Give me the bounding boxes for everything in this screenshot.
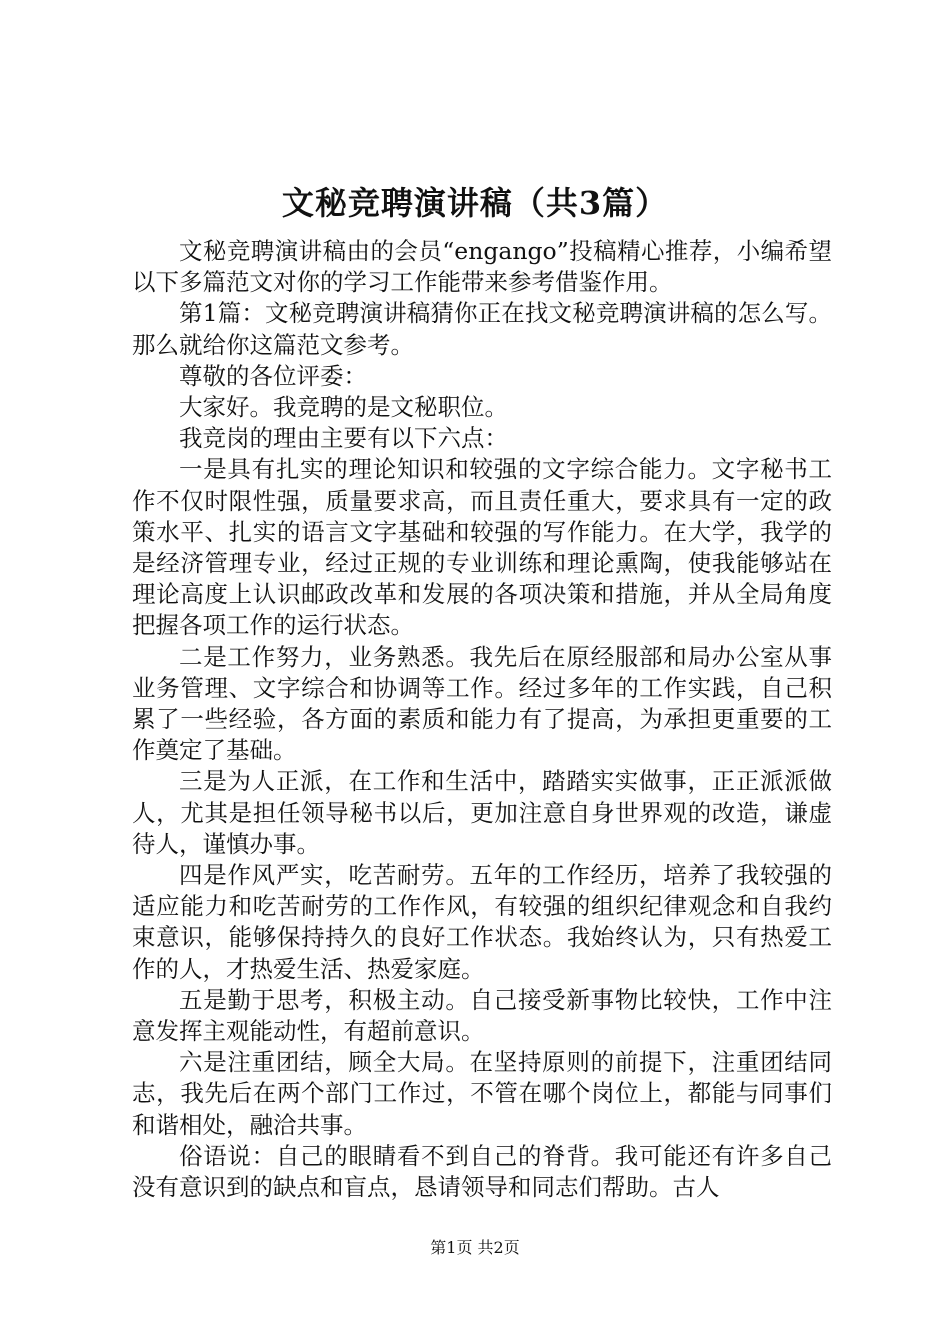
paragraph-reason-2: 二是工作努力，业务熟悉。我先后在原经服部和局办公室从事业务管理、文字综合和协调等工作。经过多年的工作实践，自己积累了一些经验，各方面的素质和能力有了提高，为承担更重要的工作奠定了基础。 [132, 642, 832, 765]
paragraph-proverb: 俗语说：自己的眼睛看不到自己的脊背。我可能还有许多自己没有意识到的缺点和盲点，恳请领导和同志们帮助。古人 [132, 1141, 832, 1202]
paragraph-chapter-1-intro: 第1篇：文秘竞聘演讲稿猜你正在找文秘竞聘演讲稿的怎么写。那么就给你这篇范文参考。 [132, 299, 832, 359]
paragraph-greeting: 大家好。我竞聘的是文秘职位。 [179, 393, 508, 422]
paragraph-reason-5: 五是勤于思考，积极主动。自己接受新事物比较快，工作中注意发挥主观能动性，有超前意识。 [132, 985, 832, 1046]
paragraph-salutation: 尊敬的各位评委： [179, 361, 367, 390]
paragraph-reason-6: 六是注重团结，顾全大局。在坚持原则的前提下，注重团结同志，我先后在两个部门工作过，不管在哪个岗位上，都能与同事们和谐相处，融洽共事。 [132, 1048, 832, 1139]
paragraph-intro: 文秘竞聘演讲稿由的会员“engango”投稿精心推荐，小编希望以下多篇范文对你的学习工作能带来参考借鉴作用。 [132, 237, 832, 297]
paragraph-reason-4: 四是作风严实，吃苦耐劳。五年的工作经历，培养了我较强的适应能力和吃苦耐劳的工作作风，有较强的组织纪律观念和自我约束意识，能够保持持久的良好工作状态。我始终认为，只有热爱工作的人，才热爱生活、热爱家庭。 [132, 861, 832, 983]
document-title: 文秘竞聘演讲稿（共3篇） [281, 184, 669, 222]
paragraph-reasons-lead: 我竞岗的理由主要有以下六点： [179, 424, 508, 453]
paragraph-reason-1: 一是具有扎实的理论知识和较强的文字综合能力。文字秘书工作不仅时限性强，质量要求高，而且责任重大，要求具有一定的政策水平、扎实的语言文字基础和较强的写作能力。在大学，我学的是经济管理专业，经过正规的专业训练和理论熏陶，使我能够站在理论高度上认识邮政改革和发展的各项决策和措施，并从全局角度把握各项工作的运行状态。 [132, 455, 832, 640]
paragraph-reason-3: 三是为人正派，在工作和生活中，踏踏实实做事，正正派派做人，尤其是担任领导秘书以后，更加注意自身世界观的改造，谦虚待人，谨慎办事。 [132, 767, 832, 858]
document-body [132, 236, 832, 1203]
page-number-footer: 第1页 共2页 [430, 1238, 520, 1257]
